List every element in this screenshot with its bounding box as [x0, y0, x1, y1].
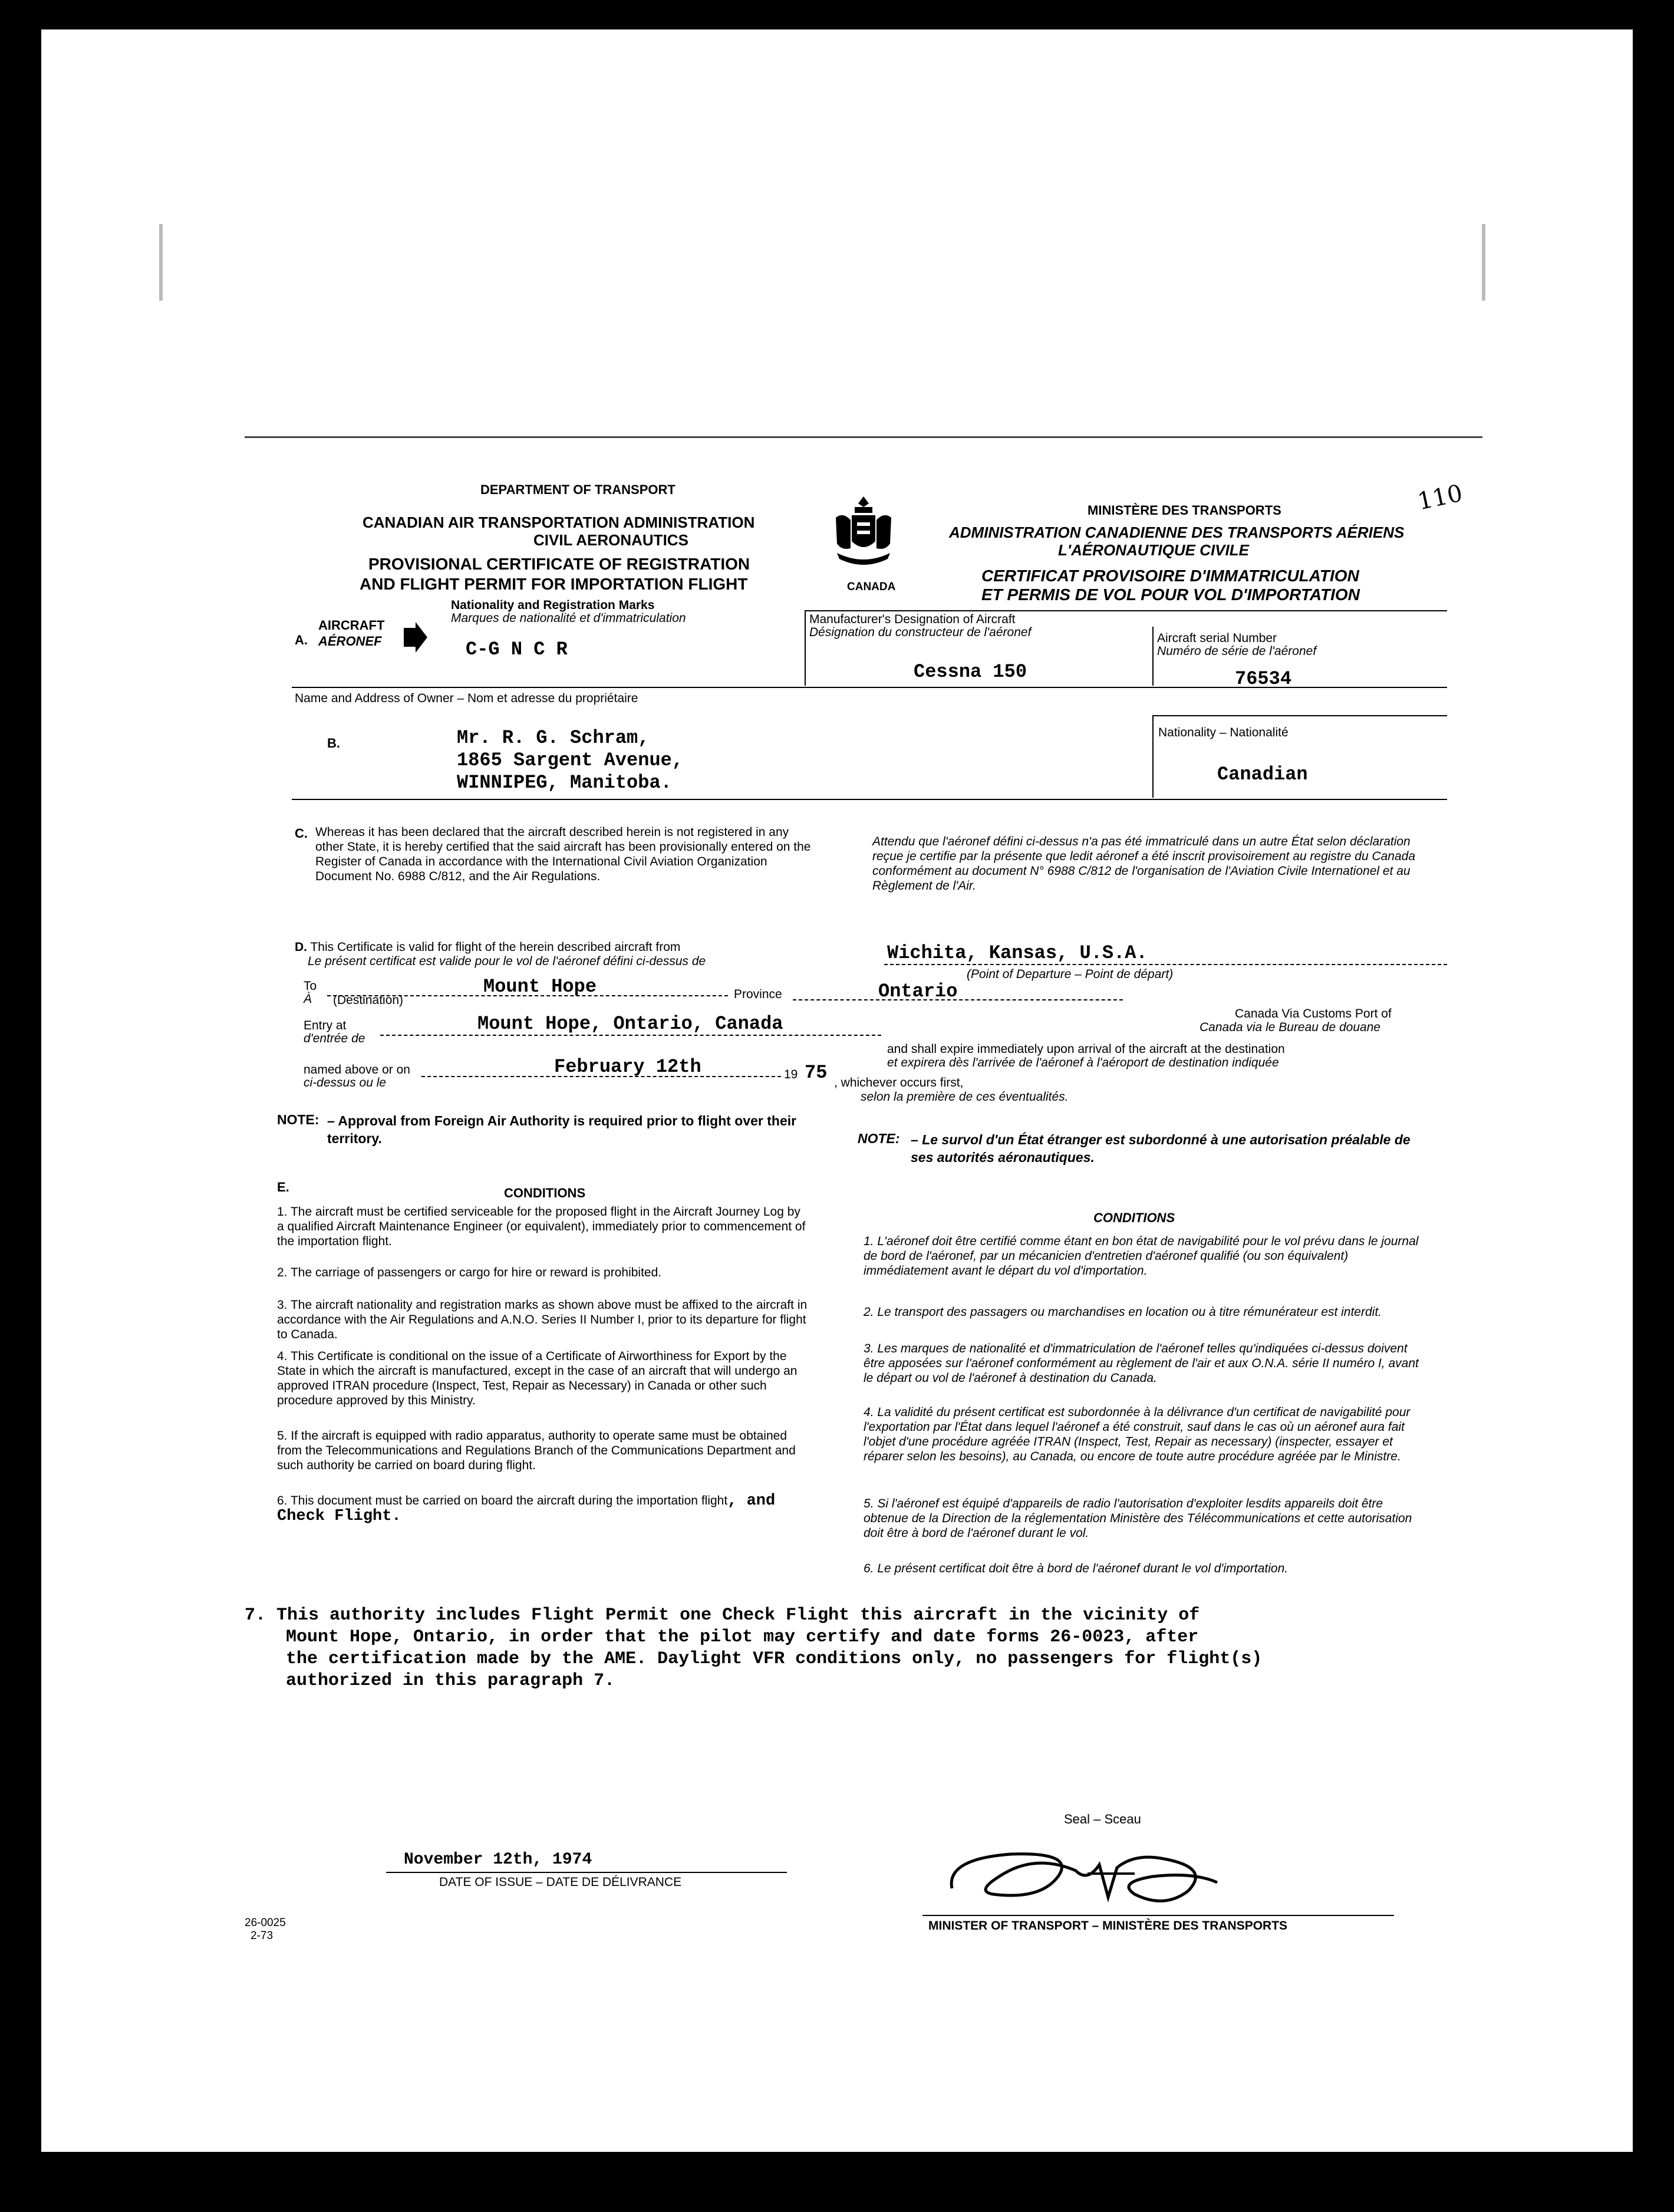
- entry-value: Mount Hope, Ontario, Canada: [477, 1013, 783, 1035]
- condition-en-3: 3. The aircraft nationality and registration marks as shown above must be affixed to the aircraft in accordance with the Air Regulations and A.N.O. Series II Number I, prior to its departure for flight to Canada.: [277, 1298, 808, 1341]
- expiry-date-rule: [421, 1076, 781, 1077]
- minister-rule: [922, 1915, 1394, 1916]
- dept-fr: MINISTÈRE DES TRANSPORTS: [1088, 503, 1281, 518]
- note-fr-text: – Le survol d'un État étranger est subordonné à une autorisation préalable de ses autorités aéronautiques.: [911, 1132, 1411, 1165]
- section-c-text-fr: Attendu que l'aéronef défini ci-dessus n'a pas été immatriculé dans un autre État selon déclaration reçue je certifie par la présente que ledit aéronef a été inscrit provisoirement au registre du Canada conformément au document N° 6988 C/812 de l'organisation de l'Aviation Civile Internationel et au Règlement de l'Air.: [872, 835, 1416, 893]
- destination-rule: [327, 995, 728, 996]
- title-fr-2: ET PERMIS DE VOL POUR VOL D'IMPORTATION: [981, 585, 1360, 604]
- crest-label: CANADA: [847, 581, 896, 593]
- marks-label-fr: Marques de nationalité et d'immatriculation: [451, 611, 686, 625]
- entry-label-fr: d'entrée de: [304, 1032, 365, 1045]
- section-b-nat-rule: [1152, 715, 1447, 716]
- section-b-letter: B.: [327, 736, 340, 750]
- section-c-text-en: Whereas it has been declared that the aircraft described herein is not registered in any other State, it is hereby certified that the said aircraft has been provisionally entered on the Register of Canada in accordance with the International Civil Aviation Organization Document No. 6988 C/812, and the Air Regulations.: [315, 825, 811, 883]
- entry-label-en: Entry at: [304, 1019, 347, 1032]
- issue-date-label: DATE OF ISSUE – DATE DE DÉLIVRANCE: [439, 1875, 682, 1889]
- registration-marks-value: C-G N C R: [466, 638, 568, 660]
- aircraft-label-fr: AÉRONEF: [318, 634, 382, 649]
- corner-bracket-right: [1474, 224, 1485, 301]
- section-a-top-rule: [805, 610, 1447, 611]
- condition-fr-6: 6. Le présent certificat doit être à bord de l'aéronef durant le vol d'importation.: [864, 1562, 1289, 1575]
- handwritten-mark: 110: [1415, 479, 1465, 516]
- owner-label: Name and Address of Owner – Nom et adresse du propriétaire: [295, 692, 638, 705]
- section-d-line1-en-text: This Certificate is valid for flight of the herein described aircraft from: [310, 940, 681, 954]
- section-e-letter: E.: [277, 1180, 289, 1194]
- to-label-en: To: [304, 979, 317, 993]
- note-en-label: NOTE:: [277, 1112, 319, 1127]
- admin-fr-1: ADMINISTRATION CANADIENNE DES TRANSPORTS AÉRIENS: [949, 524, 1405, 541]
- manufacturer-value: Cessna 150: [914, 661, 1027, 683]
- section-d-line1-en: [295, 940, 680, 954]
- title-en-1: PROVISIONAL CERTIFICATE OF REGISTRATION: [368, 555, 750, 573]
- section-b-divider: [1152, 715, 1154, 798]
- whichever-en: , whichever occurs first,: [834, 1076, 964, 1089]
- expire-fr: et expirera dès l'arrivée de l'aéronef à l'aéroport de destination indiquée: [887, 1056, 1279, 1069]
- mfr-label-fr: Désignation du constructeur de l'aéronef: [809, 626, 1032, 639]
- admin-en-2: CIVIL AERONAUTICS: [533, 531, 688, 549]
- condition-fr-5: 5. Si l'aéronef est équipé d'appareils de radio l'autorisation d'exploiter lesdits appareils doit être obtenue de la Direction de la réglementation Ministère des Télécommunications et cette autorisation doit être à bord de l'aéronef durant le vol.: [864, 1497, 1412, 1540]
- section-a-bottom-rule: [292, 687, 1447, 688]
- arrow-right-icon: [404, 622, 427, 656]
- issue-date-rule: [386, 1872, 787, 1873]
- minister-label: MINISTER OF TRANSPORT – MINISTÈRE DES TRANSPORTS: [928, 1919, 1288, 1933]
- seal-label: Seal – Sceau: [1064, 1812, 1141, 1826]
- admin-fr-2: L'AÉRONAUTIQUE CIVILE: [1058, 541, 1249, 559]
- serial-value: 76534: [1235, 668, 1292, 690]
- title-en-2: AND FLIGHT PERMIT FOR IMPORTATION FLIGHT: [360, 575, 748, 593]
- note-fr-label: NOTE:: [858, 1131, 900, 1146]
- owner-line-3: WINNIPEG, Manitoba.: [457, 772, 672, 794]
- condition-en-2: 2. The carriage of passengers or cargo for hire or reward is prohibited.: [277, 1266, 662, 1279]
- condition-en-6-addition: , and Check Flight.: [277, 1492, 776, 1525]
- paragraph-7-line-1: 7. This authority includes Flight Permit one Check Flight this aircraft in the vicinity of: [245, 1605, 1200, 1625]
- province-label: Province: [734, 988, 782, 1001]
- minister-signature: [940, 1841, 1270, 1921]
- paragraph-7-line-3: the certification made by the AME. Daylight VFR conditions only, no passengers for flight(s): [286, 1649, 1263, 1669]
- nationality-label: Nationality – Nationalité: [1158, 726, 1289, 739]
- entry-rule: [380, 1035, 881, 1036]
- corner-bracket-left: [159, 224, 171, 301]
- form-date: 2-73: [251, 1930, 273, 1942]
- conditions-title-fr: CONDITIONS: [1093, 1210, 1175, 1225]
- customs-label-fr: Canada via le Bureau de douane: [1200, 1021, 1381, 1034]
- condition-en-5: 5. If the aircraft is equipped with radio apparatus, authority to operate same must be obtained from the Telecommunications and Regulations Branch of the Communications Department and such authority be carried on board during flight.: [277, 1429, 796, 1472]
- paragraph-7-line-2: Mount Hope, Ontario, in order that the pilot may certify and date forms 26-0023, after: [286, 1627, 1199, 1647]
- section-a-divider-1: [805, 610, 806, 686]
- section-a-letter: A.: [295, 633, 308, 647]
- year-value: 75: [805, 1062, 828, 1084]
- destination-label: (Destination): [333, 993, 404, 1007]
- section-b-bottom-rule: [292, 799, 1447, 800]
- serial-label-fr: Numéro de série de l'aéronef: [1157, 644, 1317, 658]
- certificate-document: [245, 436, 1482, 1983]
- condition-fr-2: 2. Le transport des passagers ou marchandises en location ou à titre rémunérateur est interdit.: [864, 1305, 1382, 1319]
- condition-fr-1: 1. L'aéronef doit être certifié comme étant en bon état de navigabilité pour le vol prévu dans le journal de bord de l'aéronef, par un mécanicien d'entretien d'aéronef qualifié (ou son équivalent) immédiatement avant le départ du vol d'importation.: [864, 1235, 1419, 1278]
- condition-fr-3: 3. Les marques de nationalité et d'immatriculation de l'aéronef telles qu'indiquées ci-dessus doivent être apposées sur l'aéronef conformément au règlement de l'air et aux O.N.A. série II numéro I, avant le départ ou vol de l'aéronef à destination du Canada.: [864, 1342, 1419, 1385]
- coat-of-arms-icon: [831, 494, 896, 577]
- condition-en-1: 1. The aircraft must be certified serviceable for the proposed flight in the Aircraft Journey Log by a qualified Aircraft Maintenance Engineer (or equivalent), immediately prior to commencement of the importation flight.: [277, 1205, 806, 1248]
- issue-date-value: November 12th, 1974: [404, 1851, 592, 1869]
- destination-value: Mount Hope: [483, 976, 597, 998]
- section-d-line1-fr: Le présent certificat est valide pour le vol de l'aéronef défini ci-dessus de: [308, 954, 706, 968]
- whichever-fr: selon la première de ces éventualités.: [861, 1090, 1069, 1104]
- admin-en-1: CANADIAN AIR TRANSPORTATION ADMINISTRATION: [363, 514, 755, 531]
- named-label-fr: ci-dessus ou le: [304, 1076, 387, 1089]
- expiry-date-value: February 12th: [554, 1056, 701, 1078]
- aircraft-label-en: AIRCRAFT: [318, 618, 385, 633]
- section-a-divider-2: [1152, 627, 1154, 686]
- condition-en-6-text: 6. This document must be carried on board the aircraft during the importation flight: [277, 1494, 728, 1507]
- section-d-letter: D.: [295, 940, 307, 954]
- to-label-fr: À: [304, 992, 312, 1006]
- mfr-label-en: Manufacturer's Designation of Aircraft: [809, 613, 1016, 626]
- form-number: 26-0025: [245, 1917, 286, 1929]
- year-prefix: 19: [784, 1068, 798, 1081]
- owner-line-1: Mr. R. G. Schram,: [457, 727, 650, 749]
- nationality-value: Canadian: [1217, 763, 1308, 785]
- departure-label: (Point of Departure – Point de départ): [967, 967, 1174, 981]
- note-en-text: – Approval from Foreign Air Authority is required prior to flight over their territory.: [327, 1113, 797, 1146]
- province-value: Ontario: [878, 980, 958, 1002]
- province-rule: [793, 999, 1123, 1000]
- dept-en: DEPARTMENT OF TRANSPORT: [480, 482, 675, 497]
- conditions-title-en: CONDITIONS: [504, 1186, 586, 1200]
- condition-fr-4: 4. La validité du présent certificat est subordonnée à la délivrance d'un certificat de navigabilité pour l'exportation par l'État dans lequel l'aéronef a été construit, sauf dans le cas où un aéronef aura fait l'objet d'une procédure agréée ITRAN (Inspect, Test, Repair as necessary) (inspecter, essayer et réparer selon les besoins), au Canada, ou encore de toute autre procédure agréée par le Ministre.: [864, 1405, 1411, 1463]
- title-fr-1: CERTIFICAT PROVISOIRE D'IMMATRICULATION: [981, 567, 1359, 585]
- section-c-letter: C.: [295, 826, 308, 841]
- marks-label-en: Nationality and Registration Marks: [451, 598, 655, 612]
- departure-rule: [884, 964, 1447, 965]
- customs-label-en: Canada Via Customs Port of: [1235, 1007, 1392, 1021]
- serial-label-en: Aircraft serial Number: [1157, 631, 1277, 645]
- expire-en: and shall expire immediately upon arrival of the aircraft at the destination: [887, 1042, 1285, 1056]
- condition-en-4: 4. This Certificate is conditional on the issue of a Certificate of Airworthiness for Export by the State in which the aircraft is manufactured, except in the case of an aircraft that will undergo an approved ITRAN procedure (Inspect, Test, Repair as Necessary) in Canada or other such procedure approved by this Ministry.: [277, 1349, 798, 1407]
- named-label-en: named above or on: [304, 1063, 410, 1077]
- departure-value: Wichita, Kansas, U.S.A.: [887, 942, 1148, 964]
- owner-line-2: 1865 Sargent Avenue,: [457, 749, 684, 771]
- paragraph-7-line-4: authorized in this paragraph 7.: [286, 1671, 615, 1691]
- condition-en-6: [277, 1493, 808, 1524]
